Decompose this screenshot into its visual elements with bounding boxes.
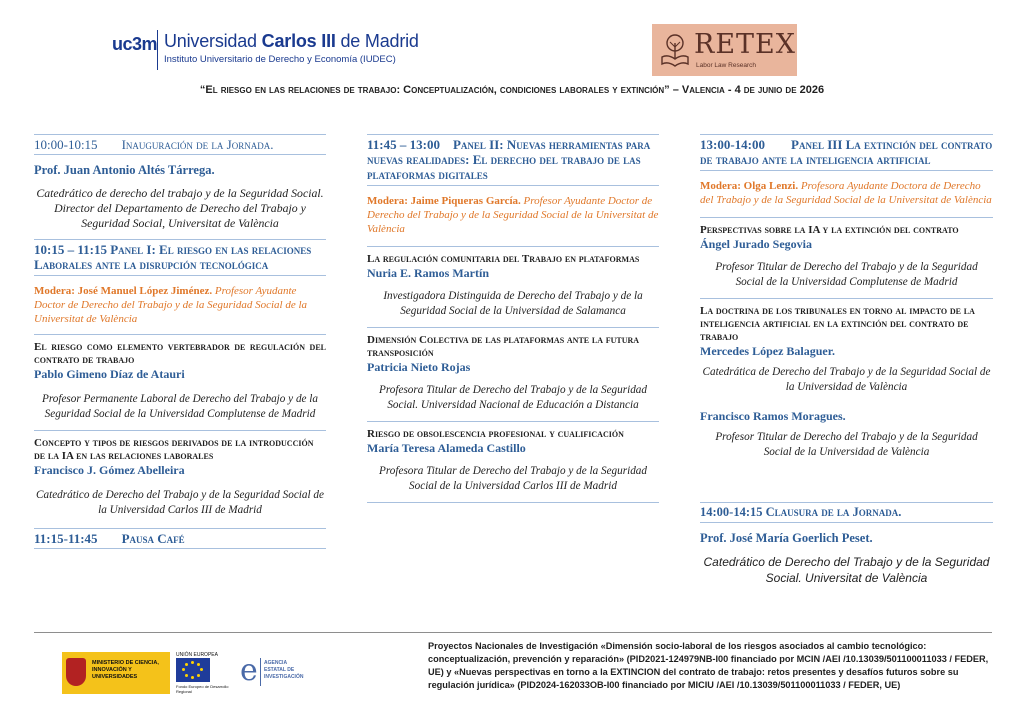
speaker-affiliation: Catedrático de derecho del trabajo y de la Seguridad Social. Director del Departamento de Derecho del Trabajo y Seguridad Social, Universitat de València (36, 186, 324, 230)
ministry-name: MINISTERIO DE CIENCIA, INNOVACIÓN Y UNIVERSIDADES (92, 660, 159, 680)
section-rule (34, 548, 326, 549)
section-rule (367, 327, 659, 328)
session-title: Pausa Café (121, 531, 185, 546)
moderator-name: Modera: José Manuel López Jiménez. (34, 285, 213, 297)
program-column-2 (367, 134, 659, 503)
logo-divider (157, 30, 158, 70)
event-title (0, 84, 1024, 96)
section-rule (367, 185, 659, 186)
moderator-affiliation: Profesora Ayudante Doctora de Derecho del Trabajo y de la Seguridad Social de la Universitat de València (700, 180, 992, 206)
section-rule (700, 522, 993, 523)
speaker-affiliation: Catedrático de Derecho del Trabajo y de la Seguridad Social. Universitat de València (703, 555, 990, 585)
talk-topic: Concepto y tipos de riesgos derivados de la introducción de la IA en las relaciones laborales (34, 437, 314, 462)
session-title: Panel III La extinción del contrato de trabajo ante la inteligencia artificial (700, 137, 993, 167)
retex-logo (652, 24, 797, 76)
eu-logo (176, 652, 234, 694)
talk-topic: La regulación comunitaria del Trabajo en plataformas (367, 253, 640, 265)
session-heading (700, 135, 993, 167)
moderator (34, 284, 326, 326)
session-heading (34, 135, 326, 152)
moderator-name: Modera: Olga Lenzi. (700, 180, 799, 192)
talk-topic: Riesgo de obsolescencia profesional y cualificación (367, 428, 624, 440)
speaker-name: Pablo Gimeno Díaz de Atauri (34, 367, 185, 381)
section-rule (700, 298, 993, 299)
section-rule (700, 170, 993, 171)
university-name (164, 31, 419, 52)
eu-caption: UNIÓN EUROPEA (176, 652, 218, 658)
speaker-affiliation: Catedrática de Derecho del Trabajo y de la Seguridad Social de la Universidad de València (702, 366, 991, 393)
session-time: 13:00-14:00 (700, 137, 765, 152)
session-heading (700, 503, 993, 520)
speaker-name: Prof. José María Goerlich Peset. (700, 531, 873, 545)
speaker-affiliation: Profesora Titular de Derecho del Trabajo y de la Seguridad Social de la Universidad Carlos III de Madrid (379, 465, 647, 492)
retex-wordmark: RETEX (694, 29, 796, 60)
speaker-affiliation: Investigadora Distinguida de Derecho del Trabajo y de la Seguridad Social de la Universidad de Salamanca (383, 290, 643, 317)
speaker-name: Nuria E. Ramos Martín (367, 266, 489, 280)
section-rule (34, 430, 326, 431)
section-rule (367, 246, 659, 247)
spain-shield-icon (66, 658, 86, 686)
event-title-text: “El riesgo en las relaciones de trabajo: Conceptualización, condiciones laborales y extinción” – Valencia - 4 de junio de 2026 (199, 84, 825, 96)
retex-subtitle: Labor Law Research (696, 62, 756, 69)
session-time: 10:00-10:15 (34, 137, 98, 152)
institute-name: Instituto Universitario de Derecho y Economía (IUDEC) (164, 54, 396, 65)
section-rule (367, 421, 659, 422)
speaker-name: Prof. Juan Antonio Altés Tárrega. (34, 163, 215, 177)
funding-logos (62, 652, 402, 700)
funding-statement: Proyectos Nacionales de Investigación «Dimensión socio-laboral de los riesgos asociados al cambio tecnológico: conceptualización, prevención y reparación» (PID2021-124979NB-I00 financiado por MCIN /AEI /10.13039/501100011033 / FEDER, UE) y «Nuevas perspectivas en torno a la EXTINCION del contrato de trabajo: retos presentes y desafíos futuros sobre su regulación jurídica» (PID2024-162033OB-I00 financiado por MICIU /AEI /10.13039/501100011033 / FEDER, UE) (428, 641, 989, 690)
moderator-affiliation: Profesor Ayudante Doctor de Derecho del Trabajo y de la Seguridad Social de la Universitat de València (367, 195, 659, 235)
session-title: Panel II: Nuevas herramientas para nuevas realidades: El derecho del trabajo de las plataformas digitales (367, 137, 651, 182)
section-rule (34, 275, 326, 276)
aei-logo (240, 653, 304, 690)
session-heading (367, 135, 659, 182)
section-rule (34, 154, 326, 155)
session-time: 11:15-11:45 (34, 531, 98, 546)
speaker-name: Patricia Nieto Rojas (367, 360, 471, 374)
session-title: Inauguración de la Jornada. (121, 137, 274, 152)
aei-mark-icon: e (240, 653, 258, 688)
speaker-name: Mercedes López Balaguer. (700, 344, 835, 358)
session-time: 10:15 – 11:15 (34, 242, 107, 257)
talk-topic: El riesgo como elemento vertebrador de regulación del contrato de trabajo (34, 341, 326, 366)
moderator-name: Modera: Jaime Piqueras García. (367, 195, 521, 207)
eu-fund-name: Fondo Europeo de Desarrollo Regional (176, 684, 229, 694)
speaker-affiliation: Profesor Titular de Derecho del Trabajo y de la Seguridad Social de la Universidad Complutense de Madrid (715, 261, 978, 288)
speaker-name: Ángel Jurado Segovia (700, 237, 813, 251)
university-name-bold: Carlos III (261, 31, 336, 51)
speaker-affiliation: Profesor Permanente Laboral de Derecho del Trabajo y de la Seguridad Social de la Universidad Complutense de Madrid (41, 393, 319, 420)
session-time: 14:00-14:15 (700, 505, 763, 519)
ministry-logo (62, 652, 170, 694)
moderator (367, 194, 659, 236)
speaker-name: María Teresa Alameda Castillo (367, 441, 526, 455)
speaker-affiliation: Profesora Titular de Derecho del Trabajo y de la Seguridad Social. Universidad Nacional de Educación a Distancia (379, 384, 647, 411)
uc3m-mark: uc3m (112, 34, 158, 54)
moderator (700, 179, 993, 207)
session-title: Panel I: El riesgo en las relaciones Laborales ante la disrupción tecnológica (34, 242, 312, 272)
talk-topic: Perspectivas sobre la IA y la extinción del contrato (700, 224, 959, 236)
section-rule (34, 334, 326, 335)
section-rule (700, 217, 993, 218)
speaker-affiliation: Profesor Titular de Derecho del Trabajo y de la Seguridad Social de la Universidad de València (715, 431, 978, 458)
session-heading (34, 529, 326, 546)
section-rule (367, 502, 659, 503)
speaker-affiliation: Catedrático de Derecho del Trabajo y de la Seguridad Social de la Universidad Carlos III de Madrid (36, 489, 324, 516)
eu-flag-icon (176, 658, 210, 682)
aei-divider (260, 658, 261, 686)
session-title: Clausura de la Jornada. (765, 505, 902, 519)
speaker-name: Francisco J. Gómez Abelleira (34, 463, 185, 477)
university-name-pre: Universidad (164, 31, 262, 51)
footer-rule (34, 632, 992, 633)
session-heading (34, 240, 326, 272)
university-name-post: de Madrid (335, 31, 419, 51)
talk-topic: La doctrina de los tribunales en torno al impacto de la inteligencia artificial en la extinción del contrato de trabajo (700, 305, 975, 343)
moderator-affiliation: Profesor Ayudante Doctor de Derecho del Trabajo y de la Seguridad Social de la Universitat de València (34, 285, 308, 325)
talk-topic: Dimensión Colectiva de las plataformas ante la futura transposición (367, 334, 640, 359)
program-column-1 (34, 134, 326, 549)
program-column-3 (700, 134, 993, 586)
session-time: 11:45 – 13:00 (367, 137, 440, 152)
aei-name: AGENCIA ESTATAL DE INVESTIGACIÓN (264, 660, 304, 680)
speaker-name: Francisco Ramos Moragues. (700, 409, 846, 423)
book-tree-icon (660, 33, 690, 67)
